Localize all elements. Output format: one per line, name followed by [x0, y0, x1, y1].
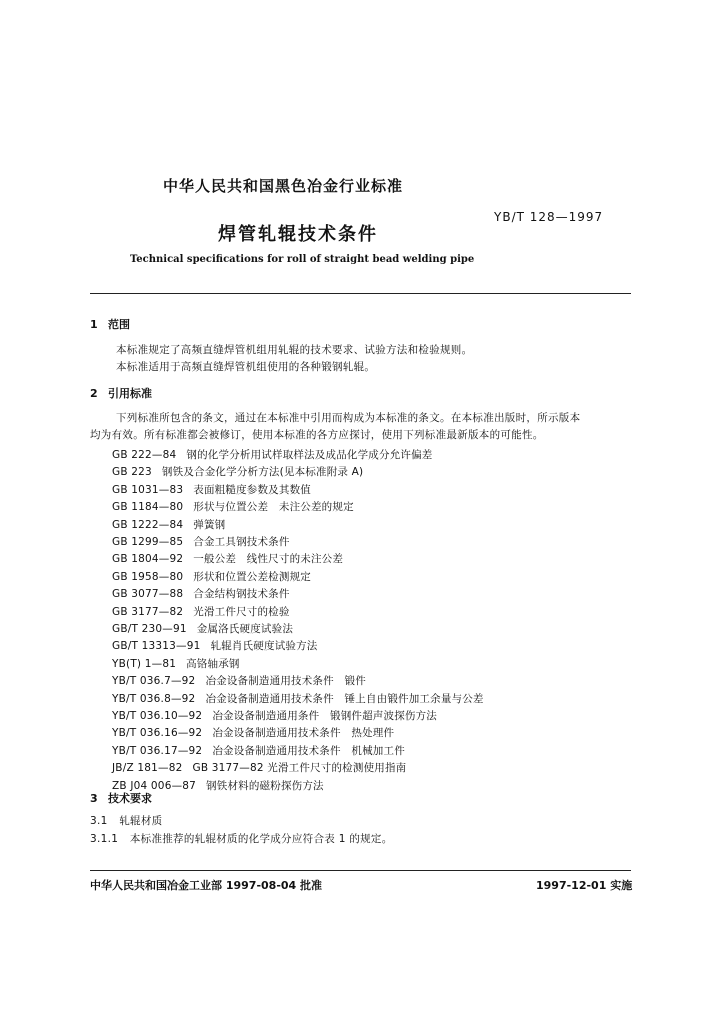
reference-title: 金属洛氏硬度试验法 — [196, 623, 294, 635]
reference-item — [112, 708, 437, 723]
subsection-3-1 — [90, 813, 162, 828]
reference-code: GB/T 13313—91 — [112, 640, 201, 652]
reference-item — [112, 760, 406, 775]
reference-title: 冶金设备制造通用技术条件 机械加工件 — [212, 745, 405, 757]
reference-title: GB 3177—82 光滑工件尺寸的检测使用指南 — [192, 762, 407, 774]
reference-code: GB 1299—85 — [112, 536, 184, 548]
reference-title: 形状和位置公差检测规定 — [193, 571, 311, 583]
reference-code: YB(T) 1—81 — [112, 658, 177, 670]
section-3-title: 技术要求 — [108, 792, 152, 805]
reference-title: 冶金设备制造通用技术条件 热处理件 — [212, 727, 395, 739]
reference-title: 高铬轴承钢 — [186, 658, 240, 670]
implementation-date: 1997-12-01 实施 — [536, 879, 633, 892]
document-title: 焊管轧辊技术条件 — [218, 224, 378, 245]
section-1-number: 1 — [90, 318, 98, 331]
section-1-paragraph-1: 本标准规定了高频直缝焊管机组用轧辊的技术要求、试验方法和检验规则。 — [116, 344, 473, 356]
reference-code: GB 3077—88 — [112, 588, 184, 600]
subsection-3-1-1-text: 本标准推荐的轧辊材质的化学成分应符合表 1 的规定。 — [129, 833, 393, 845]
reference-title: 合金工具钢技术条件 — [193, 536, 290, 548]
reference-title: 钢铁材料的磁粉探伤方法 — [206, 780, 324, 792]
reference-item — [112, 621, 293, 636]
reference-item — [112, 691, 484, 706]
reference-item — [112, 534, 290, 549]
reference-code: GB 1222—84 — [112, 519, 184, 531]
reference-title: 钢的化学分析用试样取样法及成品化学成分允许偏差 — [186, 449, 433, 461]
reference-code: YB/T 036.8—92 — [112, 693, 196, 705]
reference-title: 形状与位置公差 未注公差的规定 — [193, 501, 354, 513]
standard-number: YB/T 128—1997 — [494, 210, 604, 224]
section-2-intro-line-2: 均为有效。所有标准都会被修订，使用本标准的各方应探讨，使用下列标准最新版本的可能性。 — [90, 429, 544, 441]
reference-code: GB 3177—82 — [112, 606, 184, 618]
reference-code: GB 223 — [112, 466, 152, 478]
reference-title: 弹簧钢 — [193, 519, 226, 531]
reference-item — [112, 604, 290, 619]
section-2-number: 2 — [90, 387, 98, 400]
reference-code: GB/T 230—91 — [112, 623, 187, 635]
reference-code: YB/T 036.7—92 — [112, 675, 196, 687]
section-2-intro-line-1: 下列标准所包含的条文，通过在本标准中引用而构成为本标准的条文。在本标准出版时，所示版本 — [116, 412, 581, 424]
section-1-heading — [90, 316, 130, 332]
footer-divider — [90, 870, 631, 871]
reference-item — [112, 725, 394, 740]
reference-item — [112, 482, 311, 497]
reference-item — [112, 656, 240, 671]
reference-item — [112, 673, 366, 688]
section-2-heading — [90, 385, 152, 401]
reference-code: ZB J04 006—87 — [112, 780, 197, 792]
reference-item — [112, 517, 225, 532]
reference-title: 冶金设备制造通用技术条件 锻件 — [205, 675, 366, 687]
reference-code: GB 1804—92 — [112, 553, 184, 565]
reference-item — [112, 638, 318, 653]
subsection-3-1-1-number: 3.1.1 — [90, 833, 119, 845]
english-title: Technical specifications for roll of straight bead welding pipe — [130, 254, 475, 265]
section-1-paragraph-2: 本标准适用于高频直缝焊管机组使用的各种锻钢轧辊。 — [116, 361, 376, 373]
reference-item — [112, 499, 354, 514]
reference-title: 光滑工件尺寸的检验 — [193, 606, 290, 618]
organization-title: 中华人民共和国黑色冶金行业标准 — [163, 177, 404, 195]
reference-code: GB 1184—80 — [112, 501, 184, 513]
reference-item — [112, 743, 405, 758]
reference-code: YB/T 036.10—92 — [112, 710, 203, 722]
reference-item — [112, 586, 290, 601]
section-1-title: 范围 — [108, 318, 130, 331]
reference-code: GB 1958—80 — [112, 571, 184, 583]
reference-item — [112, 551, 343, 566]
subsection-3-1-1 — [90, 831, 393, 846]
reference-title: 冶金设备制造通用条件 锻钢件超声波探伤方法 — [212, 710, 438, 722]
header-divider — [90, 293, 631, 294]
reference-code: JB/Z 181—82 — [112, 762, 183, 774]
section-2-title: 引用标准 — [108, 387, 152, 400]
reference-item — [112, 464, 363, 479]
approval-statement: 中华人民共和国冶金工业部 1997-08-04 批准 — [90, 879, 323, 892]
section-3-number: 3 — [90, 792, 98, 805]
section-3-heading — [90, 790, 152, 806]
reference-code: GB 1031—83 — [112, 484, 184, 496]
reference-item — [112, 447, 433, 462]
reference-title: 一般公差 线性尺寸的未注公差 — [193, 553, 344, 565]
reference-title: 钢铁及合金化学分析方法(见本标准附录 A) — [161, 466, 364, 478]
reference-code: YB/T 036.17—92 — [112, 745, 203, 757]
subsection-3-1-title: 轧辊材质 — [119, 815, 163, 827]
reference-title: 合金结构钢技术条件 — [193, 588, 290, 600]
reference-title: 轧辊肖氏硬度试验方法 — [210, 640, 318, 652]
reference-item — [112, 569, 311, 584]
reference-title: 冶金设备制造通用技术条件 锤上自由锻件加工余量与公差 — [205, 693, 484, 705]
reference-code: YB/T 036.16—92 — [112, 727, 203, 739]
subsection-3-1-number: 3.1 — [90, 815, 108, 827]
reference-title: 表面粗糙度参数及其数值 — [193, 484, 311, 496]
reference-code: GB 222—84 — [112, 449, 177, 461]
